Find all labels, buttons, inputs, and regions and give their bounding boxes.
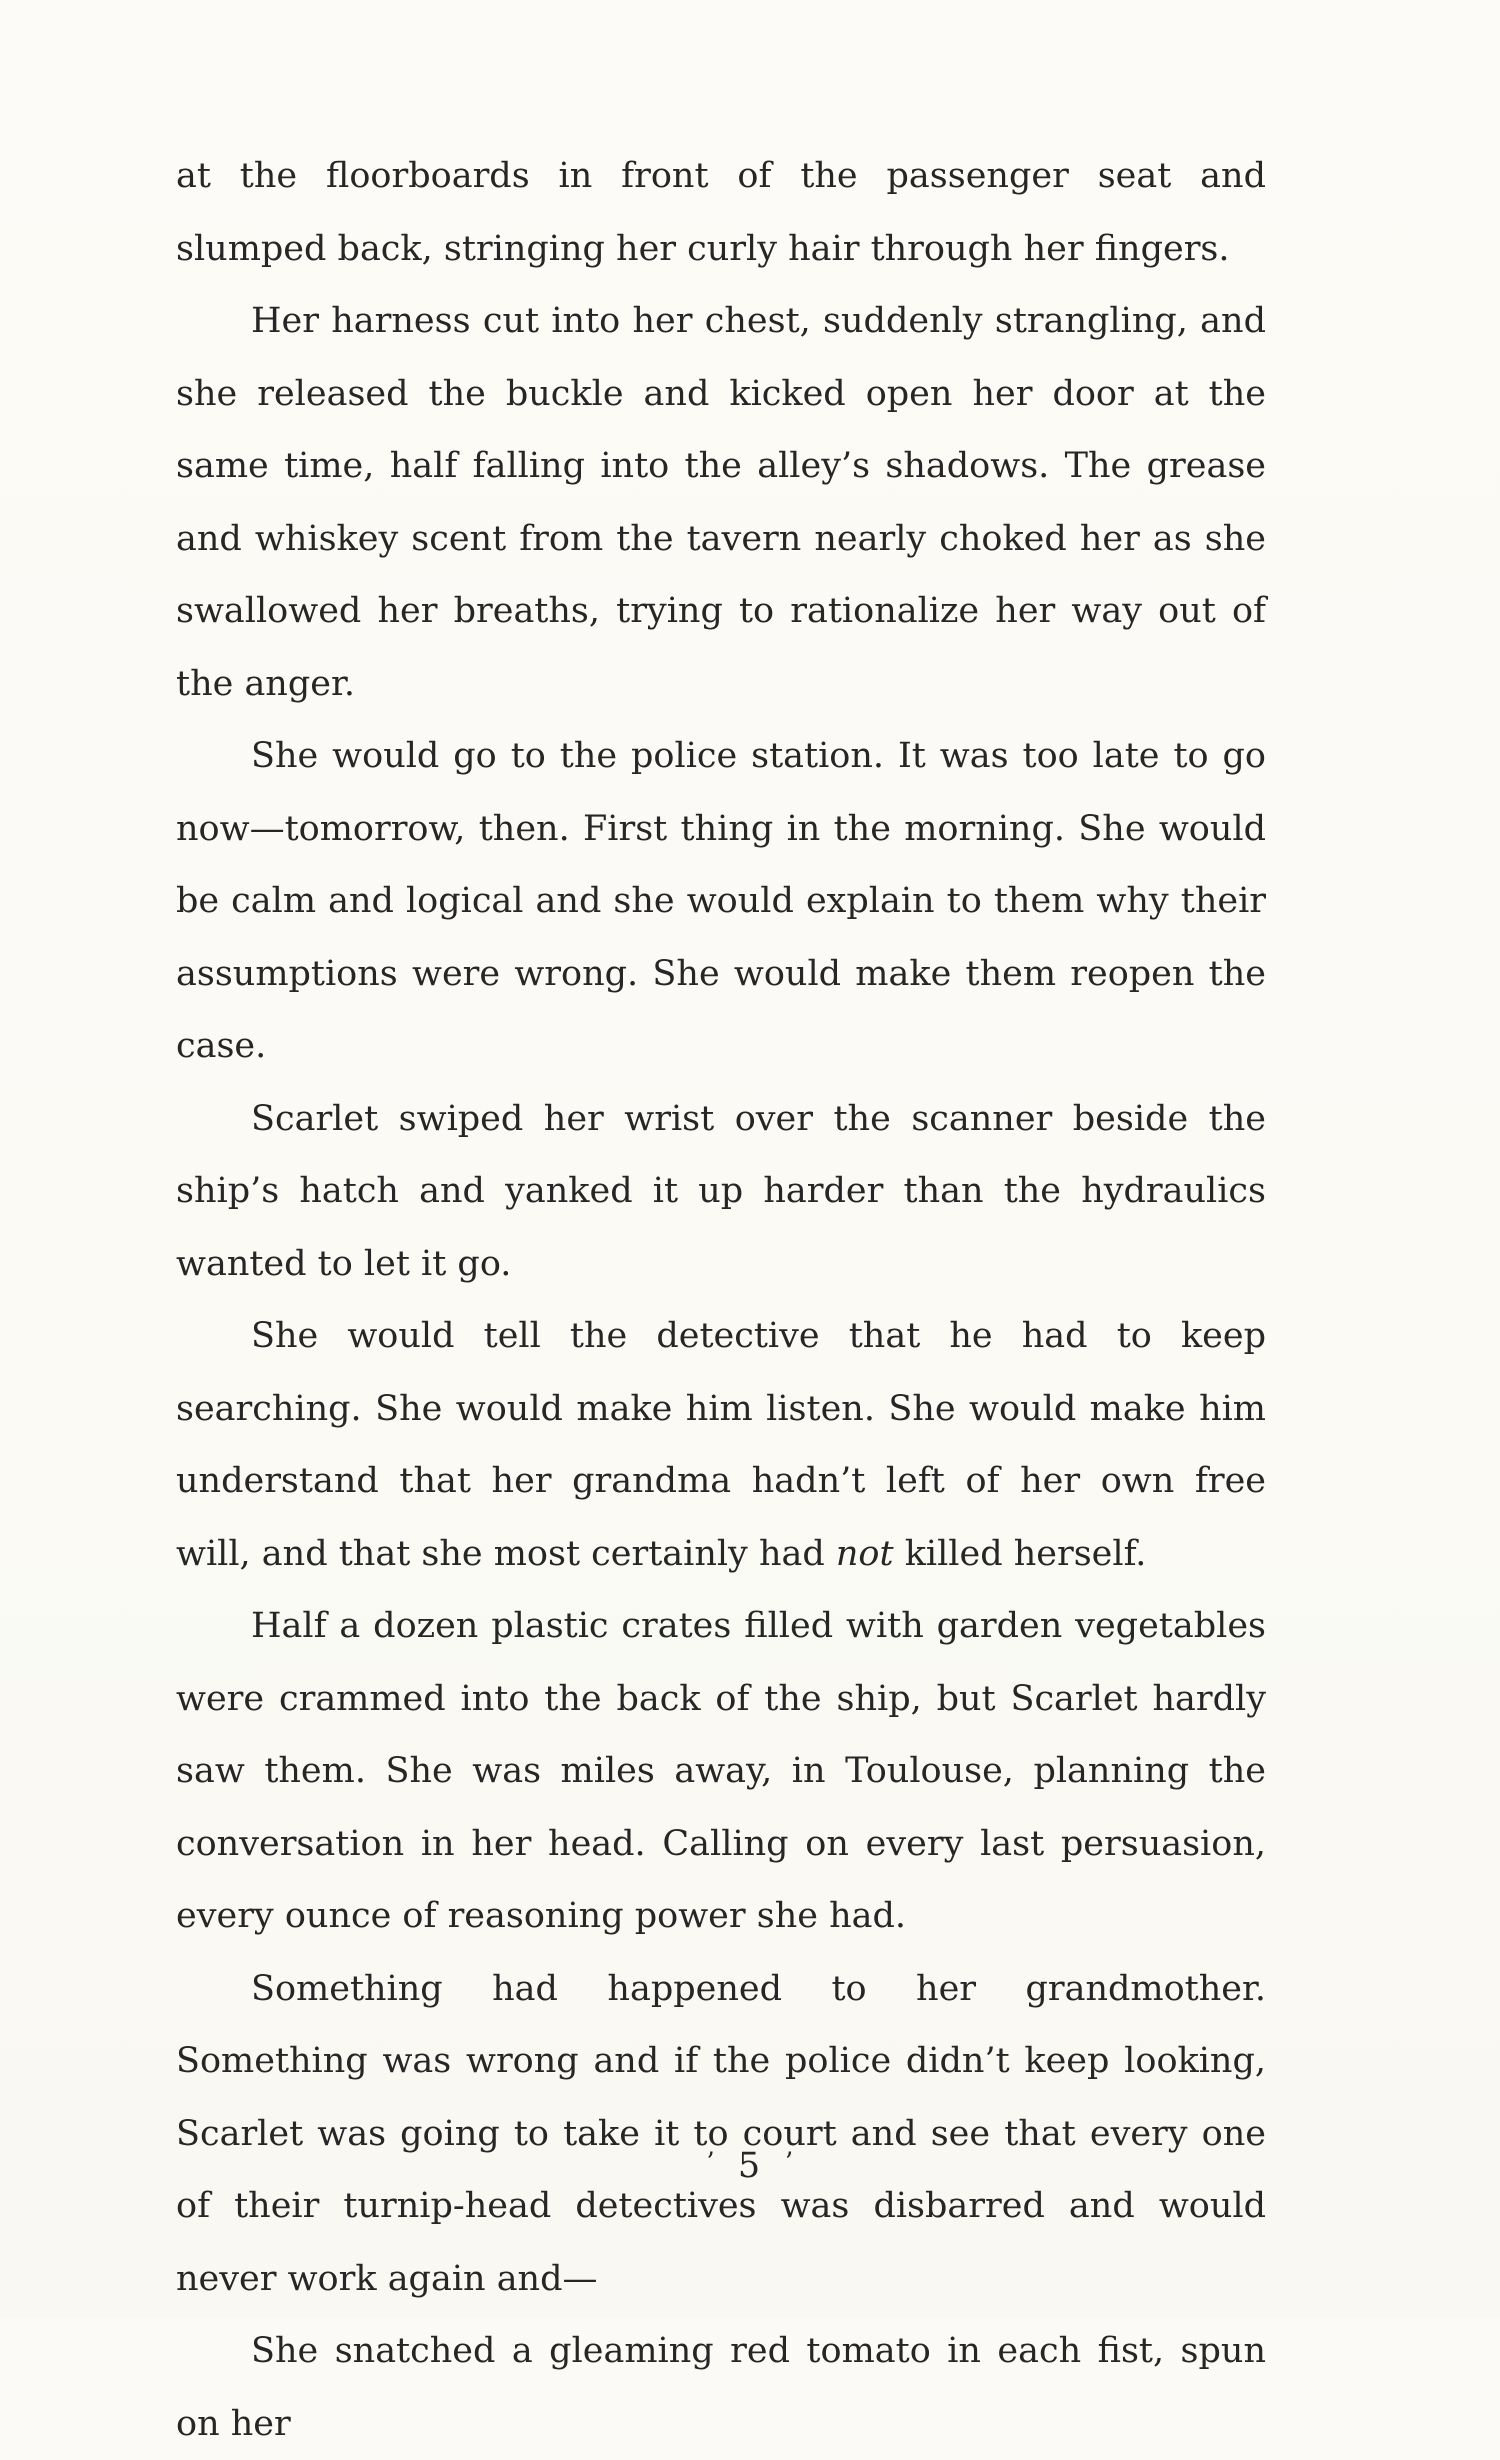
paragraph-4: Scarlet swiped her wrist over the scanner beside the ship’s hatch and yanked it up harder than the hydraulics wanted to let it go.	[176, 1098, 1266, 1284]
paragraph-6: Half a dozen plastic crates filled with garden vegetables were crammed into the back of the ship, but Scarlet hardly saw them. She was miles away, in Toulouse, planning the conversation in her head. Calling on every last persuasion, every ounce of reasoning power she had.	[176, 1606, 1266, 1936]
folio-ornament-left: ʼ	[705, 2148, 716, 2178]
body-text	[176, 140, 1266, 2460]
page-number-footer	[0, 2146, 1500, 2186]
paragraph-5	[176, 1300, 1266, 1590]
paragraph-3: She would go to the police station. It was too late to go now—tomorrow, then. First thing in the morning. She would be calm and logical and she would explain to them why their assumptions were wrong. She would make them reopen the case.	[176, 736, 1266, 1066]
paragraph-5-text: She would tell the detective that he had to keep searching. She would make him listen. She would make him understand that her grandma hadn’t left of her own free will, and that she most certainly had	[176, 1316, 1266, 1574]
paragraph-8: She snatched a gleaming red tomato in each fist, spun on her	[176, 2331, 1266, 2444]
paragraph-7: Something had happened to her grandmother. Something was wrong and if the police didn’t keep looking, Scarlet was going to take it to court and see that every one of their turnip-head detectives was disbarred and would never work again and—	[176, 1968, 1266, 2299]
page-number: 5	[737, 2146, 763, 2186]
paragraph-5-end: killed herself.	[893, 1533, 1147, 1574]
folio-ornament-right: ʼ	[784, 2148, 795, 2178]
emphasis-not: not	[835, 1533, 894, 1574]
paragraph-2: Her harness cut into her chest, suddenly strangling, and she released the buckle and kicked open her door at the same time, half falling into the alley’s shadows. The grease and whiskey scent from the tavern nearly choked her as she swallowed her breaths, trying to rationalize her way out of the anger.	[176, 301, 1266, 704]
paragraph-1: at the floorboards in front of the passenger seat and slumped back, stringing her curly hair through her fingers.	[176, 156, 1266, 269]
